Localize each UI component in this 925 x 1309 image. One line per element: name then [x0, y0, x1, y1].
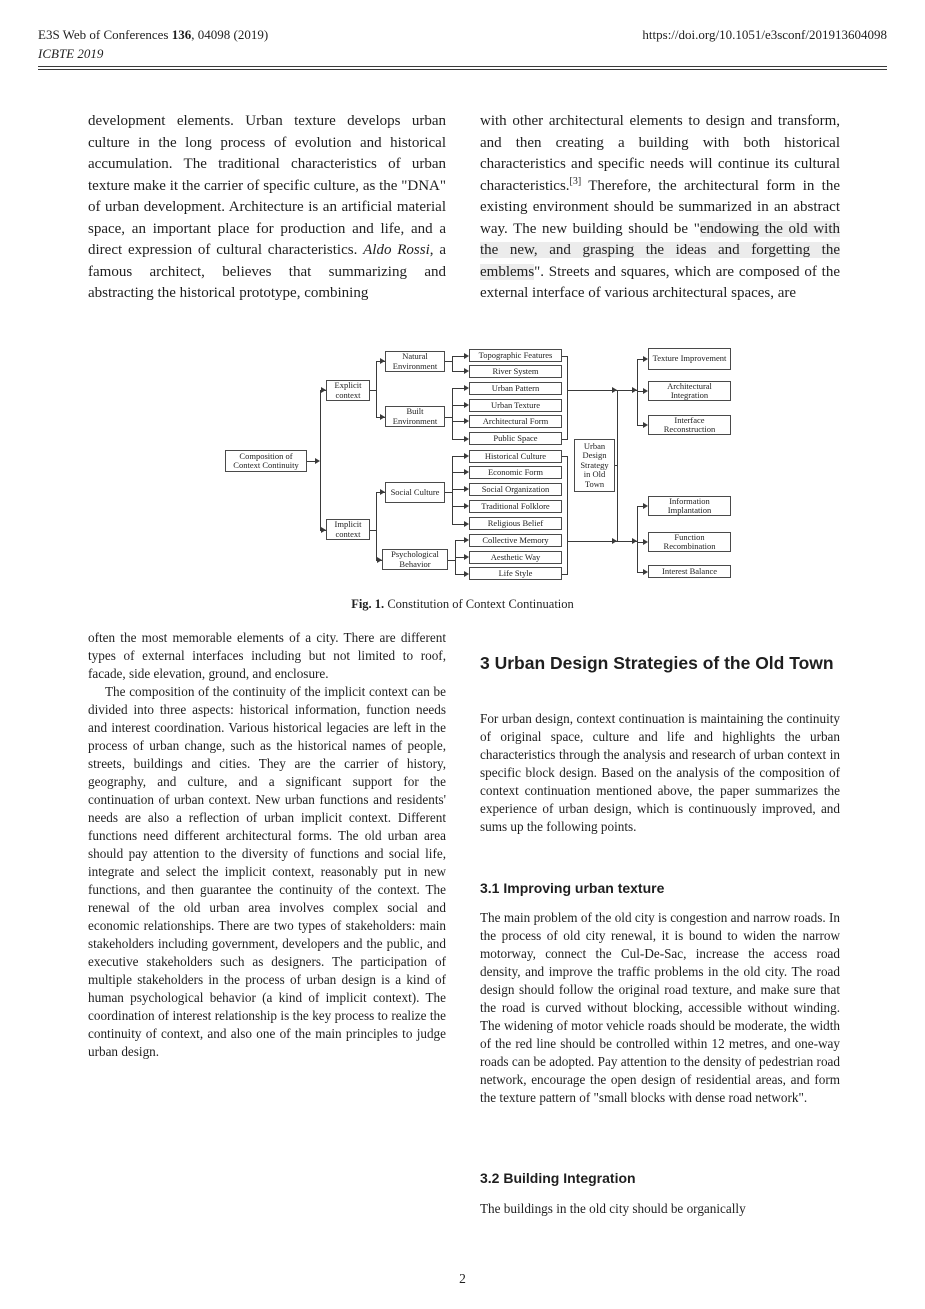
diagram-node-urban-texture: Urban Texture: [469, 399, 562, 412]
citation-reference-3: [3]: [569, 175, 582, 187]
bottom-left-column: [88, 629, 446, 1061]
page-number: 2: [459, 1271, 466, 1286]
diagram-node-explicit-context: Explicit context: [326, 380, 370, 401]
paragraph-segment: ". Streets and squares, which are composed of the external interface of various architectural spaces, are: [480, 263, 840, 301]
paragraph-segment: , a famous architect, believes that summarizing and abstracting the historical prototype, combining: [88, 242, 446, 301]
diagram-node-economic-form: Economic Form: [469, 466, 562, 479]
figure-caption-label: Fig. 1.: [351, 597, 385, 611]
header-rule: [38, 66, 887, 70]
figure-caption-text: Constitution of Context Continuation: [384, 597, 574, 611]
diagram-node-implicit-context: Implicit context: [326, 519, 370, 540]
conference-name: ICBTE 2019: [38, 46, 104, 61]
section-3-heading: 3 Urban Design Strategies of the Old Town: [480, 653, 834, 673]
section-3-2-paragraph: The buildings in the old city should be organically: [480, 1201, 746, 1216]
page-header: [38, 27, 887, 62]
diagram-node-texture-improvement: Texture Improvement: [648, 348, 731, 370]
paragraph-segment: Therefore, the architectural form in the existing environment should be summarized in an abstract way. The new building should be ": [480, 177, 840, 237]
diagram-node-social-organization: Social Organization: [469, 483, 562, 496]
journal-volume: 136: [171, 27, 192, 42]
figure-caption: [0, 597, 925, 612]
diagram-node-information-implantation: Information Implantation: [648, 496, 731, 516]
diagram-node-collective-memory: Collective Memory: [469, 534, 562, 547]
diagram-node-built-environment: Built Environment: [385, 406, 445, 427]
diagram-node-interest-balance: Interest Balance: [648, 565, 731, 578]
diagram-node-natural-environment: Natural Environment: [385, 351, 445, 372]
diagram-node-function-recombination: Function Recombination: [648, 532, 731, 552]
paragraph-segment: development elements. Urban texture develops urban culture in the long process of evolution and historical accumulation. The traditional characteristics of urban texture make it the carrier of specific culture, as the "DNA" of urban development. Architecture is an artificial material space, an important place for production and life, and a direct expression of cultural characteristics.: [88, 113, 446, 258]
diagram-node-urban-design-strategy: Urban Design Strategy in Old Town: [574, 439, 615, 492]
diagram-node-interface-reconstruction: Interface Reconstruction: [648, 415, 731, 435]
paragraph-segment: with other architectural elements to design and transform, and then creating a building with both historical characteristics and specific needs will continue its cultural characteristics.: [480, 113, 840, 194]
diagram-node-public-space: Public Space: [469, 432, 562, 445]
diagram-node-river-system: River System: [469, 365, 562, 378]
highlighted-quote: endowing the old with the new, and grasping the ideas and forgetting the emblems: [480, 220, 840, 280]
journal-citation: [38, 27, 268, 43]
diagram-node-architectural-form: Architectural Form: [469, 415, 562, 428]
top-left-paragraph: [88, 111, 446, 305]
figure-1-diagram: [130, 347, 735, 589]
diagram-node-traditional-folklore: Traditional Folklore: [469, 500, 562, 513]
bottom-left-paragraph-1: often the most memorable elements of a city. There are different types of external interfaces including but not limited to roof, facade, side elevation, ground, and enclosure.: [88, 630, 446, 681]
doi-link[interactable]: https://doi.org/10.1051/e3sconf/201913604098: [642, 27, 887, 42]
journal-header: [38, 27, 268, 62]
diagram-node-life-style: Life Style: [469, 567, 562, 580]
top-right-paragraph: [480, 111, 840, 305]
section-3-1-paragraph: The main problem of the old city is congestion and narrow roads. In the process of old city renewal, it is bound to widen the narrow motorway, connect the Cul-De-Sac, increase the access road density, and improve the traffic problems in the old city. The road design should follow the original road texture, and make sure that the road is curved without blocking, accessible without winding. The widening of motor vehicle roads should be moderate, the width of the red line should be controlled within 12 metres, and one-way roads can be adopted. Pay attention to the density of pedestrian road network, encourage the open design of residential areas, and form the texture pattern of "small blocks with dense road network".: [480, 910, 840, 1105]
section-3-1-heading: 3.1 Improving urban texture: [480, 880, 665, 896]
diagram-node-aesthetic-way: Aesthetic Way: [469, 551, 562, 564]
article-number: , 04098 (2019): [191, 27, 269, 42]
diagram-node-social-culture: Social Culture: [385, 482, 445, 503]
section-3-2-heading: 3.2 Building Integration: [480, 1170, 636, 1186]
diagram-node-root: Composition of Context Continuity: [225, 450, 307, 472]
diagram-node-architectural-integration: Architectural Integration: [648, 381, 731, 401]
diagram-node-religious-belief: Religious Belief: [469, 517, 562, 530]
diagram-node-topographic-features: Topographic Features: [469, 349, 562, 362]
diagram-node-urban-pattern: Urban Pattern: [469, 382, 562, 395]
author-name-italic: Aldo Rossi: [363, 242, 430, 258]
diagram-node-historical-culture: Historical Culture: [469, 450, 562, 463]
diagram-node-psychological-behavior: Psychological Behavior: [382, 549, 448, 570]
journal-name: E3S Web of Conferences: [38, 27, 172, 42]
section-3-intro-paragraph: For urban design, context continuation is maintaining the continuity of original space, culture and life and highlights the urban characteristics through the analysis and research of urban context in specific block design. Based on the analysis of the composition of context continuation mentioned above, the paper summarizes the experience of urban design, which is continuously improved, and sums up the following points.: [480, 711, 840, 834]
bottom-left-paragraph-2: The composition of the continuity of the implicit context can be divided into three aspects: historical information, function needs and interest coordination. Various historical legacies are left in the process of urban change, such as the historical names of people, streets, buildings and cities. They are the carrier of history, geography, and culture, and a significant support for the continuation of urban context. New urban functions and residents' needs are also a reflection of urban implicit context. Different functions need different architectural forms. The old urban area should pay attention to the diversity of functions and social life, integrate and select the implicit context, reasonably put in new functions, and then guarantee the continuity of the context. The renewal of the old urban area involves complex social and economic relationships. There are two types of stakeholders: main stakeholders including government, developers and the public, and executive stakeholders such as designers. The participation of multiple stakeholders in the process of urban design is a kind of human psychological behavior (a kind of implicit context). The coordination of interest relationship is the key process to realize the continuity of context, and also one of the main principles to judge urban design.: [88, 684, 446, 1059]
